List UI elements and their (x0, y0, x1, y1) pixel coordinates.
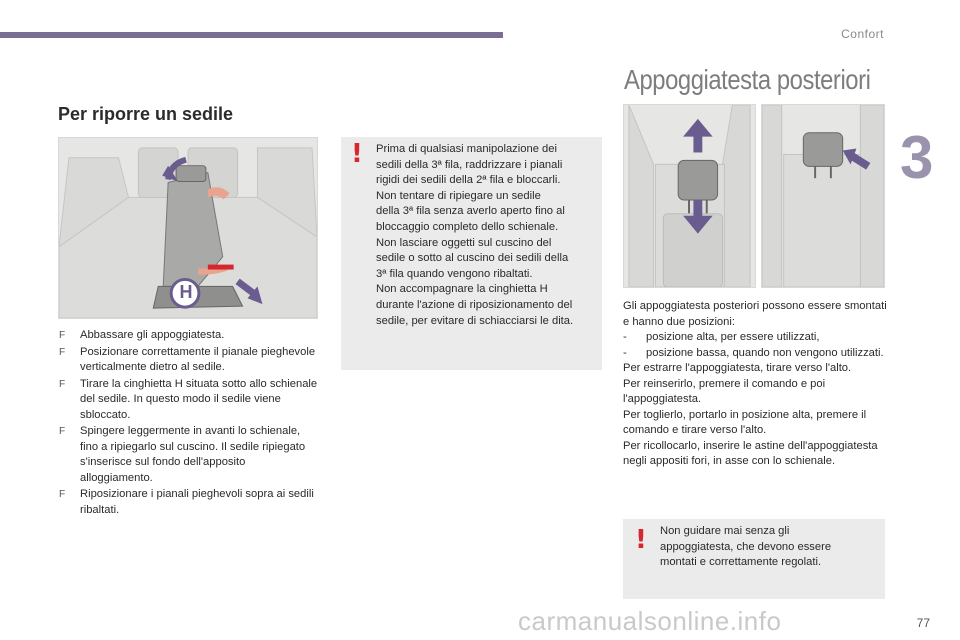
warning-box-headrest (623, 519, 885, 599)
page-number: 77 (916, 616, 930, 630)
bullet-icon: F (59, 489, 66, 500)
list-item: F Posizionare correttamente il pianale pieghevole verticalmente dietro al sedile. (59, 345, 316, 373)
left-section-title: Per riporre un sedile (58, 104, 234, 124)
warning-icon: ! (351, 139, 363, 169)
seat-fold-illustration (58, 137, 318, 319)
list-item: - posizione bassa, quando non vengono utilizzati. (623, 346, 884, 359)
list-item: F Spingere leggermente in avanti lo schienale, fino a ripiegarlo sul cuscino. Il sedile ripiegato s'inserisce sul fondo dell'apposito alloggiamento. (59, 425, 306, 484)
bullet-icon: F (59, 330, 66, 341)
list-item: - posizione alta, per essere utilizzati, (623, 331, 820, 343)
headrest-intro: Gli appoggiatesta posteriori possono essere smontati e hanno due posizioni: (623, 300, 887, 328)
headrest-instructions (623, 299, 887, 470)
section-label: Confort (841, 27, 884, 41)
paragraph: Per ricollocarlo, inserire le astine dell'appoggiatesta negli appositi fori, in asse con lo schienale. (623, 439, 878, 467)
right-section-title: Appoggiatesta posteriori (624, 64, 871, 95)
paragraph: Per reinserirlo, premere il comando e poi l'appoggiatesta. (623, 377, 826, 405)
list-item: F Tirare la cinghietta H situata sotto allo schienale del sedile. In questo modo il sedile viene sbloccato. (59, 377, 318, 421)
strap-h-label: H (179, 282, 193, 302)
headrest-illustration-right (761, 104, 885, 288)
bullet-icon: F (59, 426, 66, 437)
bullet-icon: F (59, 346, 66, 358)
paragraph: Per toglierlo, portarlo in posizione alta, premere il comando e tirare verso l'alto. (623, 408, 867, 436)
paragraph: Per estrarre l'appoggiatesta, tirare verso l'alto. (623, 362, 852, 374)
headrest-illustration-left (623, 104, 756, 288)
warning-icon: ! (635, 525, 647, 555)
fold-steps-list (58, 328, 320, 519)
list-item: F Riposizionare i pianali pieghevoli sopra ai sedili ribaltati. (59, 488, 314, 516)
warning-box-seats (341, 137, 602, 370)
watermark: carmanualsonline.info (518, 606, 782, 636)
bullet-icon: F (59, 378, 66, 390)
headrest-button-drawing (762, 105, 884, 287)
list-item: F Abbassare gli appoggiatesta. (58, 328, 320, 344)
warning-text-headrest: Non guidare mai senza gli appoggiatesta, che devono essere montati e correttamente regolati. (660, 525, 832, 569)
chapter-number: 3 (900, 124, 934, 191)
warning-text-seats: Prima di qualsiasi manipolazione dei sedili della 3ª fila, raddrizzare i pianali rigidi dei sedili della 2ª fila e bloccarli. Non tentare di ripiegare un sedile della 3ª fila senza averlo aperto fino al bloccaggio completo dello schienale. Non lasciare oggetti sul cuscino del sedile o sotto al cuscino dei sedili della 3ª fila quando vengono ribaltati. Non accompagnare la cinghietta H durante l'azione di riposizionamento del sedile, per evitare di schiacciarsi le dita. (376, 143, 574, 327)
headrest-up-down-drawing (624, 105, 755, 287)
header-accent-bar (0, 32, 503, 38)
